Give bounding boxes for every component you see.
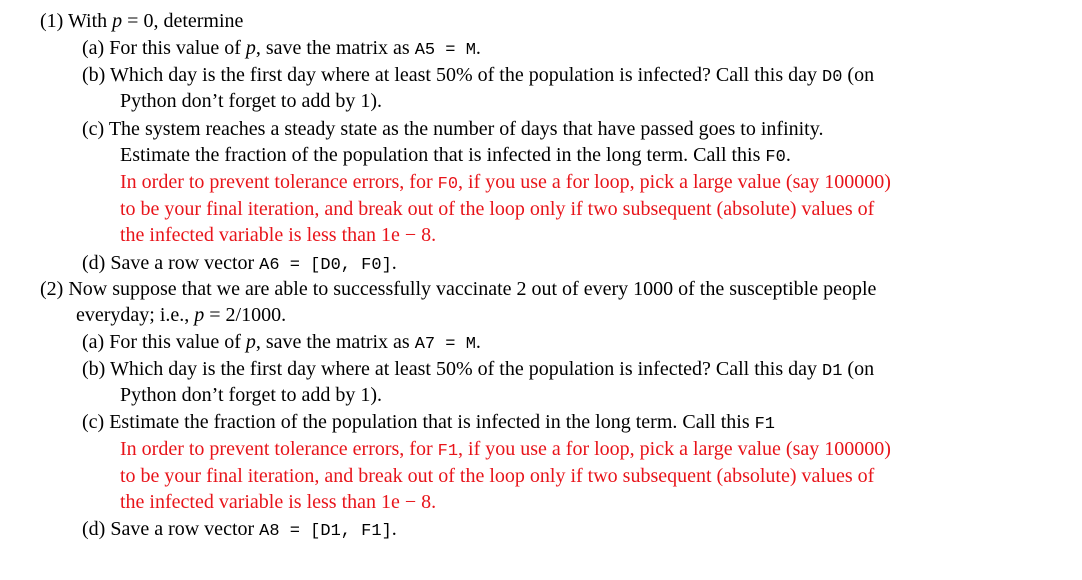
q1c-note-pre: In order to prevent tolerance errors, for — [120, 171, 433, 193]
q2a-code: A7 = M — [414, 335, 476, 354]
q1d-label: (d) — [82, 252, 106, 274]
q1a-post: , save the matrix as — [255, 37, 410, 59]
q2a-var-p: p — [245, 331, 256, 353]
q2a-end: . — [475, 331, 481, 353]
q2a-line — [82, 329, 481, 355]
q2c-note-line3: the infected variable is less than 1e − 8. — [120, 491, 437, 513]
q2d-end: . — [391, 518, 397, 540]
q1b-code: D0 — [822, 68, 843, 87]
q1-label: (1) — [40, 10, 64, 32]
q1-var-p: p — [112, 10, 123, 32]
q1c-line2-end: . — [785, 144, 791, 166]
q1a-code: A5 = M — [414, 41, 476, 60]
q1c-note-line1 — [120, 169, 891, 195]
q1d-pre: Save a row vector — [110, 252, 255, 274]
q1d-line — [82, 250, 397, 276]
q2a-post: , save the matrix as — [255, 331, 410, 353]
q1d-end: . — [391, 252, 397, 274]
q1c-code: F0 — [765, 148, 786, 167]
q2-text: Now suppose that we are able to successfully vaccinate 2 out of every 1000 of the susceptible people — [68, 278, 877, 300]
q1c-note-post: , if you use a for loop, pick a large value (say 100000) — [458, 171, 891, 193]
q1c-line1 — [82, 116, 823, 142]
q2-line2-eq: = 2/1000. — [204, 304, 287, 326]
q1a-line — [82, 35, 481, 61]
q2c-line1 — [82, 409, 775, 435]
q2a-pre: For this value of — [109, 331, 241, 353]
q2d-line — [82, 516, 397, 542]
q1b-line1-end: (on — [847, 64, 875, 86]
q2c-note-code: F1 — [437, 442, 459, 461]
q1a-pre: For this value of — [109, 37, 241, 59]
q2b-line1 — [82, 356, 874, 382]
q1c-note-line3: the infected variable is less than 1e − 8. — [120, 224, 437, 246]
q2d-code: A8 = [D1, F1] — [259, 522, 392, 541]
q2b-label: (b) — [82, 358, 106, 380]
q1c-text: The system reaches a steady state as the number of days that have passed goes to infinity. — [108, 118, 824, 140]
q2c-note-line1 — [120, 436, 891, 462]
q1-intro — [40, 8, 243, 34]
q1c-note-code: F0 — [437, 175, 459, 194]
q2c-text: Estimate the fraction of the population that is infected in the long term. Call this — [109, 411, 750, 433]
q1c-line2 — [120, 142, 791, 168]
q2-label: (2) — [40, 278, 64, 300]
q2b-line2: Python don’t forget to add by 1). — [120, 384, 383, 406]
q1a-end: . — [475, 37, 481, 59]
q2d-pre: Save a row vector — [110, 518, 255, 540]
q2c-code: F1 — [754, 415, 776, 434]
q2-line2-pre: everyday; i.e., — [76, 304, 190, 326]
q1c-note-line2: to be your final iteration, and break out of the loop only if two subsequent (absolute) values of — [120, 198, 875, 220]
q1-intro-pre: With — [67, 10, 108, 32]
q1c-label: (c) — [82, 118, 105, 140]
q1b-text: Which day is the first day where at least 50% of the population is infected? Call this day — [109, 64, 817, 86]
q1a-var-p: p — [245, 37, 256, 59]
q2-line2 — [76, 302, 286, 328]
q1b-line2: Python don’t forget to add by 1). — [120, 90, 383, 112]
q2c-note-line2: to be your final iteration, and break out of the loop only if two subsequent (absolute) values of — [120, 465, 875, 487]
q1c-line2-pre: Estimate the fraction of the population that is infected in the long term. Call this — [120, 144, 761, 166]
q1d-code: A6 = [D0, F0] — [259, 256, 392, 275]
q2b-text: Which day is the first day where at least 50% of the population is infected? Call this day — [109, 358, 817, 380]
q2c-note-pre: In order to prevent tolerance errors, for — [120, 438, 433, 460]
q1b-line1 — [82, 62, 874, 88]
q2c-label: (c) — [82, 411, 105, 433]
q1a-label: (a) — [82, 37, 105, 59]
q2b-code: D1 — [822, 362, 843, 381]
q2-line1 — [40, 276, 876, 302]
q1-intro-eq: = 0, determine — [122, 10, 244, 32]
q2c-note-post: , if you use a for loop, pick a large value (say 100000) — [458, 438, 891, 460]
q2d-label: (d) — [82, 518, 106, 540]
q2b-line1-end: (on — [847, 358, 875, 380]
q2a-label: (a) — [82, 331, 105, 353]
q2-var-p: p — [194, 304, 205, 326]
q1b-label: (b) — [82, 64, 106, 86]
